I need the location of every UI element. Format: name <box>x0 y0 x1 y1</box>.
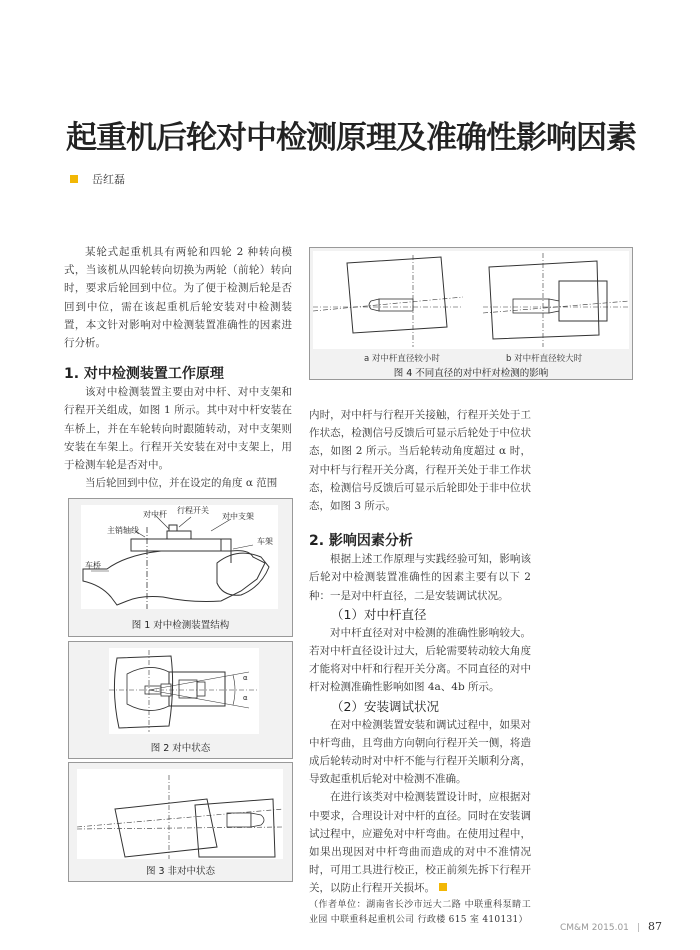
label-axle: 车桥 <box>85 561 101 570</box>
left-column-text <box>64 243 292 492</box>
figure-4b-label: b 对中杆直径较大时 <box>506 354 583 364</box>
label-kingpin: 主销轴线 <box>107 526 139 535</box>
off-center-state-diagram <box>77 769 283 859</box>
page-number: 87 <box>647 920 662 933</box>
page-footer <box>560 920 662 933</box>
figure-4 <box>309 247 633 380</box>
figure-4-caption: 图 4 不同直径的对中杆对检测的影响 <box>393 368 549 379</box>
section1-paragraph1: 该对中检测装置主要由对中杆、对中支架和行程开关组成，如图 1 所示。其中对中杆安装在车桥上，并在车轮转向时跟随转动，对中支架则安装在车架上。行程开关安装在对中支架上，用于检测车轮是否对中。 <box>64 386 292 472</box>
label-rod: 对中杆 <box>143 510 167 519</box>
label-bracket: 对中支架 <box>222 512 254 521</box>
section2-paragraph2: 对中杆直径对对中检测的准确性影响较大。若对中杆直径设计过大，后轮需要转动较大角度才能将对中杆和行程开关分离。不同直径的对中杆对检测准确性影响如图 4a、4b 所示。 <box>309 626 531 694</box>
subheading-install-debug: （2）安装调试状况 <box>331 698 439 714</box>
figure-1-drawing <box>81 505 278 609</box>
label-switch: 行程开关 <box>177 506 209 515</box>
section1-heading: 1. 对中检测装置工作原理 <box>64 366 224 383</box>
continued-paragraph: 内时，对中杆与行程开关接触，行程开关处于工作状态，检测信号反馈后可显示后轮处于中位状态，如图 2 所示。当后轮转动角度超过 α 时，对中杆与行程开关分离，行程开关处于非工作状态，检测信号反馈后可显示后轮即处于非中位状态，如图 3 所示。 <box>309 409 531 513</box>
alpha-label-2: α <box>243 694 248 702</box>
end-marker <box>439 883 447 891</box>
intro-paragraph: 某轮式起重机具有两轮和四轮 2 种转向模式，当该机从四轮转向切换为两轮（前轮）转向时，要求后轮回到中位。为了便于检测后轮是否回到中位，需在该起重机后轮安装对中检测装置，本文针对影响对中检测装置准确性的因素进行分析。 <box>64 246 292 350</box>
author-affiliation: （作者单位：湖南省长沙市远大二路 中联重科泵睛工业园 中联重科起重机公司 行政楼 615 室 410131） <box>309 899 531 925</box>
alpha-label-1: α <box>243 674 248 682</box>
figure-3-drawing <box>77 769 283 859</box>
journal-label: CM&M 2015.01 <box>560 923 629 933</box>
figure-2-drawing <box>109 648 259 734</box>
article-title: 起重机后轮对中检测原理及准确性影响因素 <box>66 120 636 156</box>
author-line <box>70 171 125 187</box>
label-frame: 车架 <box>257 537 273 546</box>
centered-state-diagram <box>109 648 259 734</box>
rod-diameter-comparison <box>313 251 629 349</box>
section2-paragraph4 <box>309 788 531 897</box>
section1-paragraph2: 当后轮回到中位，并在设定的角度 α 范围 <box>85 477 278 490</box>
subheading-rod-diameter: （1）对中杆直径 <box>331 606 427 622</box>
section2-paragraph1: 根据上述工作原理与实践经验可知，影响该后轮对中检测装置准确性的因素主要有以下 2 种：一是对中杆直径，二是安装调试状况。 <box>309 553 531 602</box>
figure-2 <box>68 641 293 759</box>
paragraph4-text: 在进行该类对中检测装置设计时，应根据对中要求，合理设计对中杆的直径。同时在安装调试过程中，应避免对中杆弯曲。在使用过程中，如果出现因对中杆弯曲而造成的对中不准情况时，可用工具进行校正，校正前须先拆下行程开关，以防止行程开关损坏。 <box>309 791 531 895</box>
author-marker <box>70 175 78 183</box>
figure-3-caption: 图 3 非对中状态 <box>145 866 216 877</box>
figure-3 <box>68 762 293 882</box>
figure-4a-label: a 对中杆直径较小时 <box>364 354 440 364</box>
author-name: 岳红磊 <box>92 173 125 186</box>
figure-2-caption: 图 2 对中状态 <box>150 743 211 754</box>
figure-1 <box>68 498 293 637</box>
figure-1-caption: 图 1 对中检测装置结构 <box>131 620 230 631</box>
footer-separator: | <box>636 923 640 933</box>
right-column-text <box>309 406 531 928</box>
section2-heading: 2. 影响因素分析 <box>309 533 413 550</box>
section2-paragraph3: 在对中检测装置安装和调试过程中，如果对中杆弯曲，且弯曲方向朝向行程开关一侧，将造成后轮转动时对中杆不能与行程开关顺利分离，导致起重机后轮对中检测不准确。 <box>309 718 531 786</box>
figure-4-drawing <box>313 251 629 349</box>
